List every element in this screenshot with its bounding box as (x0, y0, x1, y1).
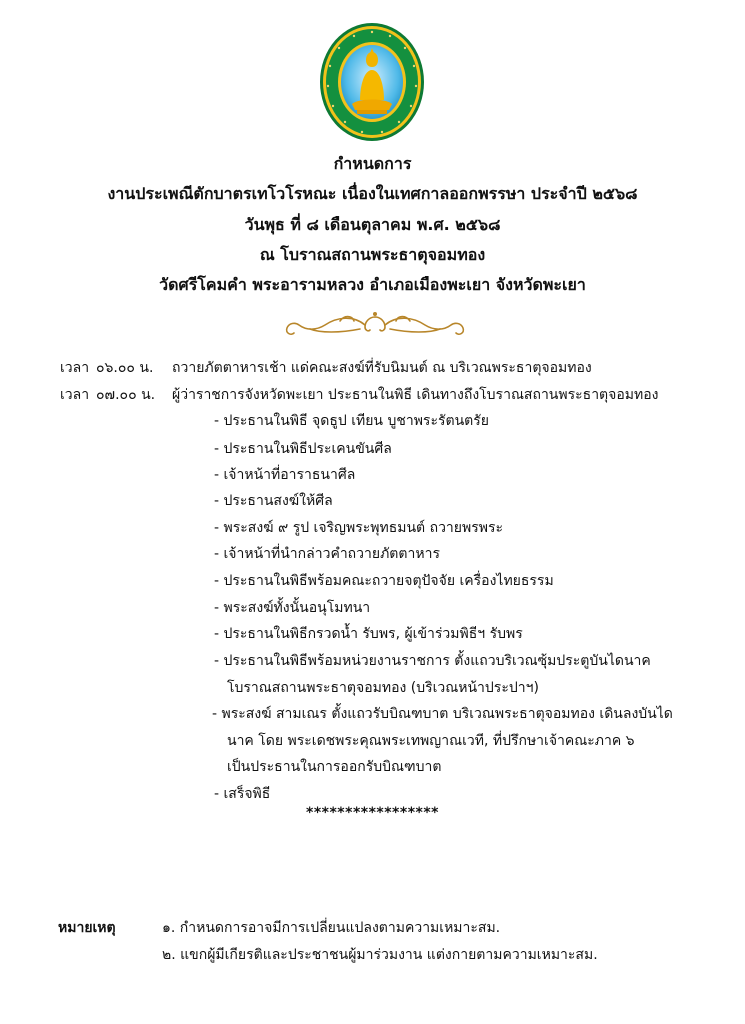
time-label: เวลา (60, 360, 90, 376)
list-item: - ประธานในพิธีประเคนขันศีล (214, 441, 392, 457)
schedule-description: ถวายภัตตาหารเช้า แด่คณะสงฆ์ที่รับนิมนต์ ณ บริเวณพระธาตุจอมทอง (172, 360, 592, 376)
note-line: ๑. กำหนดการอาจมีการเปลี่ยนแปลงตามความเหมาะสม. (162, 920, 501, 936)
ornament-divider (270, 309, 480, 337)
list-item: - ประธานในพิธีกรวดน้ำ รับพร, ผู้เข้าร่วมพิธีฯ รับพร (214, 626, 523, 642)
event-name: งานประเพณีตักบาตรเทโวโรหณะ เนื่องในเทศกาลออกพรรษา ประจำปี ๒๕๖๘ (107, 184, 638, 203)
list-item: - ประธานในพิธีพร้อมคณะถวายจตุปัจจัย เครื่องไทยธรรม (214, 573, 554, 589)
event-venue: ณ โบราณสถานพระธาตุจอมทอง (259, 245, 486, 264)
schedule-description: ผู้ว่าราชการจังหวัดพะเยา ประธานในพิธี เดินทางถึงโบราณสถานพระธาตุจอมทอง (172, 387, 659, 403)
time-value: ๐๗.๐๐ น. (96, 387, 156, 403)
list-item: - ประธานสงฆ์ให้ศีล (214, 493, 333, 509)
time-label: เวลา (60, 387, 90, 403)
list-item: - ประธานในพิธีพร้อมหน่วยงานราชการ ตั้งแถวบริเวณซุ้มประตูบันไดนาค (214, 653, 651, 669)
list-item: - เจ้าหน้าที่อาราธนาศีล (214, 467, 356, 483)
list-item: - เสร็จพิธี (214, 786, 271, 802)
section-divider: ***************** (306, 805, 439, 821)
list-item-continuation: นาค โดย พระเดชพระคุณพระเทพญาณเวที, ที่ปรึกษาเจ้าคณะภาค ๖ (227, 733, 635, 749)
time-value: ๐๖.๐๐ น. (96, 360, 154, 376)
event-date: วันพุธ ที่ ๘ เดือนตุลาคม พ.ศ. ๒๕๖๘ (244, 215, 501, 234)
notes-title: หมายเหตุ (58, 920, 116, 936)
list-item: - เจ้าหน้าที่นำกล่าวคำถวายภัตตาหาร (214, 546, 440, 562)
list-item: - พระสงฆ์ สามเณร ตั้งแถวรับบิณฑบาต บริเวณพระธาตุจอมทอง เดินลงบันได (212, 706, 673, 722)
temple-seal-logo (319, 22, 425, 142)
list-item: - พระสงฆ์ทั้งนั้นอนุโมทนา (214, 600, 371, 616)
document-title: กำหนดการ (333, 154, 412, 173)
note-line: ๒. แขกผู้มีเกียรติและประชาชนผู้มาร่วมงาน แต่งกายตามความเหมาะสม. (162, 947, 598, 963)
list-item: - พระสงฆ์ ๙ รูป เจริญพระพุทธมนต์ ถวายพรพระ (214, 520, 504, 536)
event-location: วัดศรีโคมคำ พระอารามหลวง อำเภอเมืองพะเยา จังหวัดพะเยา (159, 275, 586, 294)
list-item: - ประธานในพิธี จุดธูป เทียน บูชาพระรัตนตรัย (214, 413, 489, 429)
list-item-continuation: เป็นประธานในการออกรับบิณฑบาต (227, 759, 442, 775)
list-item-continuation: โบราณสถานพระธาตุจอมทอง (บริเวณหน้าประปาฯ) (227, 680, 539, 696)
